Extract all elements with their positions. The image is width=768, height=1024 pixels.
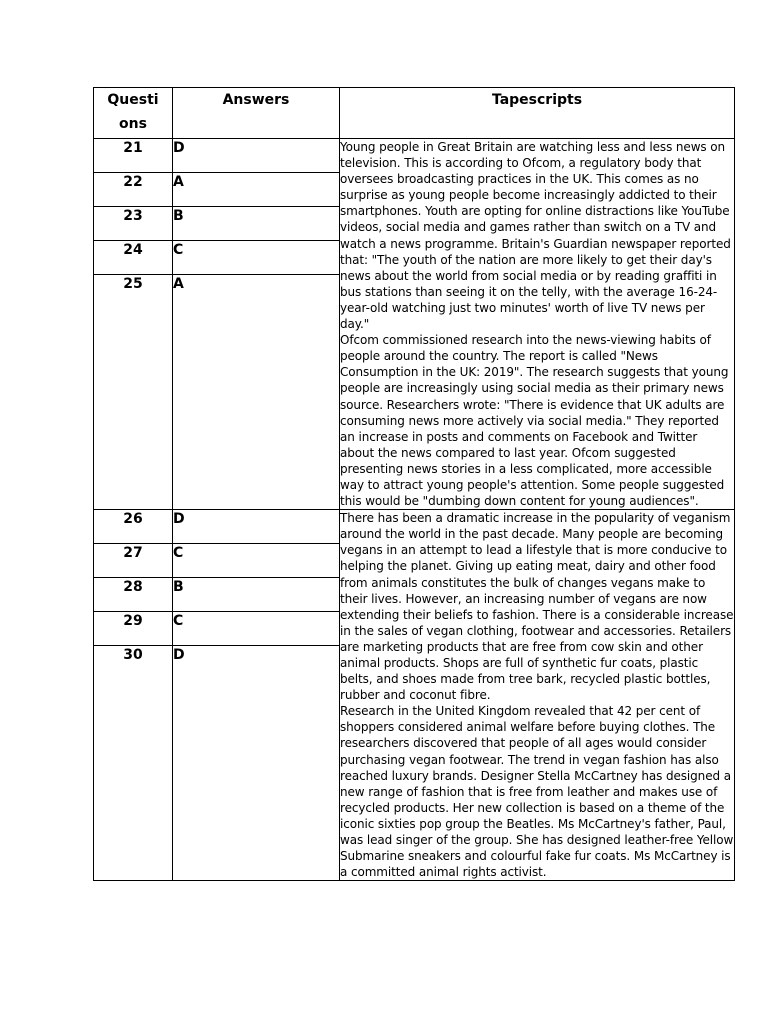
tapescript-paragraph: There has been a dramatic increase in the popularity of veganism around the world in the past decade. Many people are becoming vegans in an attempt to lead a lifestyle that is more conducive to helping the planet. Giving up eating meat, dairy and other food from animals constitutes the bulk of changes vegans make to their lives. However, an increasing number of vegans are now extending their beliefs to fashion. There is a considerable increase in the sales of vegan clothing, footwear and accessories. Retailers are marketing products that are free from cow skin and other animal products. Shops are full of synthetic fur coats, plastic belts, and shoes made from tree bark, recycled plastic bottles, rubber and coconut fibre. [340, 511, 734, 703]
answer-letter: B [173, 578, 340, 612]
tapescript-paragraph: Young people in Great Britain are watching less and less news on television. This is according to Ofcom, a regulatory body that oversees broadcasting practices in the UK. This comes as no surprise as young people become increasingly addicted to their smartphones. Youth are opting for online distractions like YouTube videos, social media and games rather than switch on a TV and watch a news programme. Britain's Guardian newspaper reported that: "The youth of the nation are more likely to get their day's news about the world from social media or by reading graffiti in bus stations than seeing it on the telly, with the average 16-24-year-old watching just two minutes' worth of live TV news per day." [340, 140, 731, 332]
header-questions-line2: ons [119, 116, 147, 132]
question-number: 29 [94, 612, 173, 646]
header-answers: Answers [173, 88, 340, 139]
header-questions [94, 88, 173, 139]
tapescript-paragraph: Ofcom commissioned research into the news-viewing habits of people around the country. The report is called "News Consumption in the UK: 2019". The research suggests that young people are increasingly using social media as their primary news source. Researchers wrote: "There is evidence that UK adults are consuming news more actively via social media." They reported an increase in posts and comments on Facebook and Twitter about the news compared to last year. Ofcom suggested presenting news stories in a less complicated, more accessible way to attract young people's attention. Some people suggested this would be "dumbing down content for young audiences". [340, 333, 729, 509]
answer-letter: D [173, 646, 340, 881]
answer-letter: B [173, 207, 340, 241]
question-number: 23 [94, 207, 173, 241]
header-tapescripts: Tapescripts [340, 88, 735, 139]
question-number: 21 [94, 139, 173, 173]
answer-letter: A [173, 173, 340, 207]
answer-letter: C [173, 544, 340, 578]
answer-row [94, 510, 735, 544]
answer-letter: A [173, 275, 340, 510]
answer-key-table [93, 87, 735, 881]
tapescript-cell [340, 510, 735, 881]
answer-letter: C [173, 612, 340, 646]
tapescript-paragraph: Research in the United Kingdom revealed that 42 per cent of shoppers considered animal welfare before buying clothes. The researchers discovered that people of all ages would consider purchasing vegan footwear. The trend in vegan fashion has also reached luxury brands. Designer Stella McCartney has designed a new range of fashion that is free from leather and makes use of recycled products. Her new collection is based on a theme of the iconic sixties pop group the Beatles. Ms McCartney's father, Paul, was lead singer of the group. She has designed leather-free Yellow Submarine sneakers and colourful fake fur coats. Ms McCartney is a committed animal rights activist. [340, 704, 734, 880]
answer-letter: D [173, 139, 340, 173]
answer-letter: C [173, 241, 340, 275]
question-number: 26 [94, 510, 173, 544]
answer-row [94, 139, 735, 173]
answer-letter: D [173, 510, 340, 544]
header-row [94, 88, 735, 139]
question-number: 27 [94, 544, 173, 578]
question-number: 22 [94, 173, 173, 207]
header-questions-line1: Questi [107, 92, 159, 108]
tapescript-cell [340, 139, 735, 510]
question-number: 24 [94, 241, 173, 275]
question-number: 30 [94, 646, 173, 881]
question-number: 28 [94, 578, 173, 612]
question-number: 25 [94, 275, 173, 510]
